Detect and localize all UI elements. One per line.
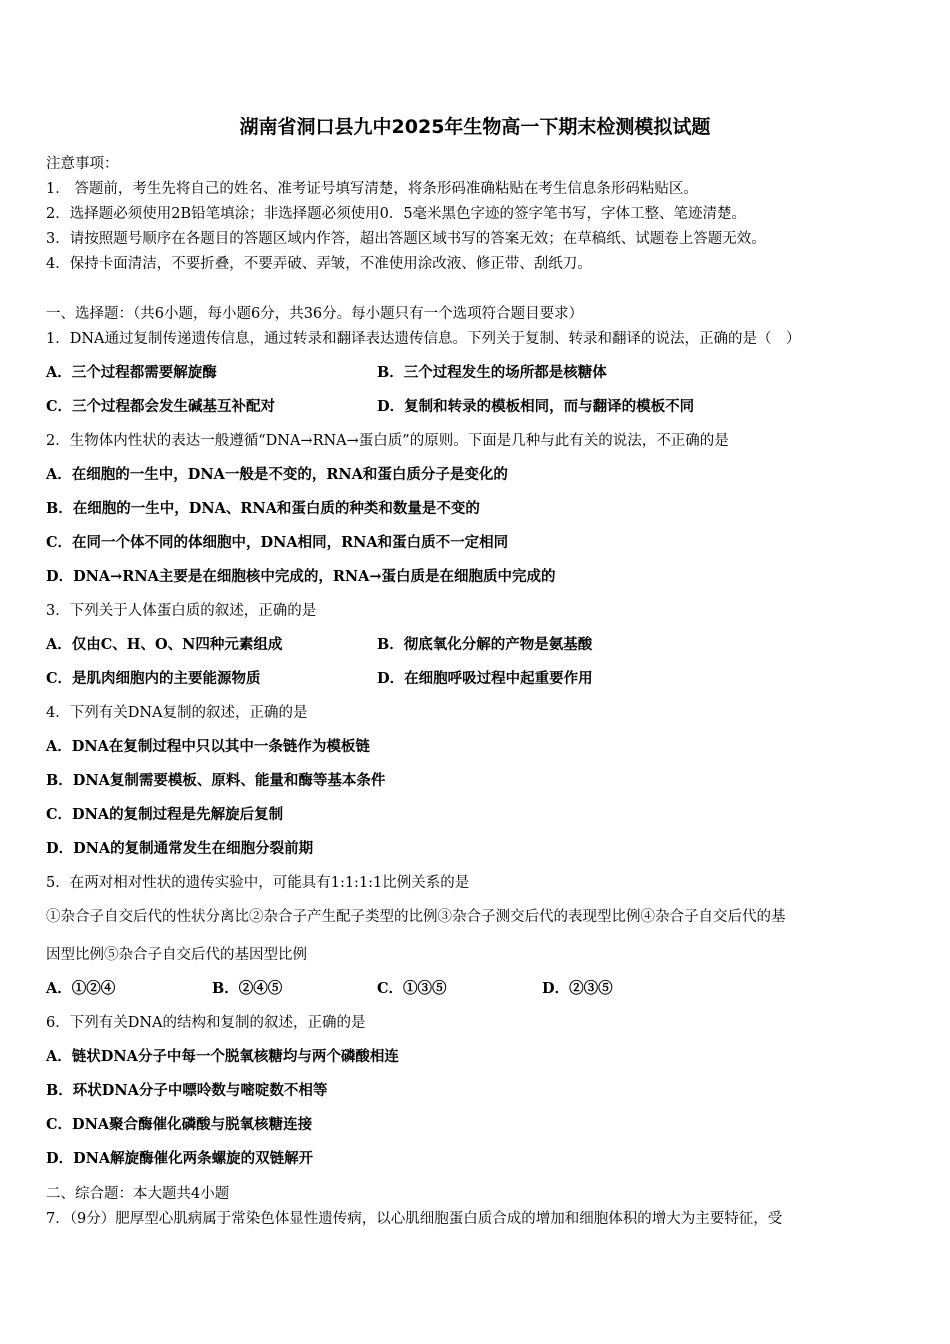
notice-item: 2．选择题必须使用2B铅笔填涂；非选择题必须使用0．5毫米黑色字迹的签字笔书写，字体工整、笔迹清楚。 xyxy=(46,206,747,222)
option-d: D．DNA解旋酶催化两条螺旋的双链解开 xyxy=(46,1150,314,1167)
option-d: D．DNA→RNA主要是在细胞核中完成的，RNA→蛋白质是在细胞质中完成的 xyxy=(46,568,556,585)
option-a: A．①②④ xyxy=(46,980,116,997)
question-stem: 1．DNA通过复制传递遗传信息，通过转录和翻译表达遗传信息。下列关于复制、转录和翻译的说法，正确的是（ ） xyxy=(46,331,801,347)
option-d: D．在细胞呼吸过程中起重要作用 xyxy=(377,670,593,687)
question-stem: 2．生物体内性状的表达一般遵循“DNA→RNA→蛋白质”的原则。下面是几种与此有关的说法，不正确的是 xyxy=(46,433,729,449)
question-stem: 3．下列关于人体蛋白质的叙述，正确的是 xyxy=(46,603,317,619)
page-title: 湖南省洞口县九中2025年生物高一下期末检测模拟试题 xyxy=(239,116,711,138)
notice-heading: 注意事项： xyxy=(46,156,119,172)
option-b: B．环状DNA分子中嘌呤数与嘧啶数不相等 xyxy=(46,1082,328,1099)
option-d: D．②③⑤ xyxy=(542,980,613,997)
question-detail: 因型比例⑤杂合子自交后代的基因型比例 xyxy=(46,947,307,963)
notice-item: 1． 答题前，考生先将自己的姓名、准考证号填写清楚，将条形码准确粘贴在考生信息条形码粘贴区。 xyxy=(46,181,698,197)
option-b: B．在细胞的一生中，DNA、RNA和蛋白质的种类和数量是不变的 xyxy=(46,500,480,517)
notice-item: 3．请按照题号顺序在各题目的答题区域内作答，超出答题区域书写的答案无效；在草稿纸、试题卷上答题无效。 xyxy=(46,231,766,247)
option-a: A．DNA在复制过程中只以其中一条链作为模板链 xyxy=(46,738,370,755)
option-b: B．②④⑤ xyxy=(212,980,283,997)
question-detail: ①杂合子自交后代的性状分离比②杂合子产生配子类型的比例③杂合子测交后代的表现型比例④杂合子自交后代的基 xyxy=(46,909,786,925)
section-heading: 二、综合题：本大题共4小题 xyxy=(46,1186,230,1202)
option-a: A．链状DNA分子中每一个脱氧核糖均与两个磷酸相连 xyxy=(46,1048,399,1065)
question-stem: 4．下列有关DNA复制的叙述，正确的是 xyxy=(46,705,308,721)
option-d: D．DNA的复制通常发生在细胞分裂前期 xyxy=(46,840,314,857)
question-stem: 6．下列有关DNA的结构和复制的叙述，正确的是 xyxy=(46,1015,366,1031)
option-a: A．三个过程都需要解旋酶 xyxy=(46,364,217,381)
section-heading: 一、选择题：（共6小题，每小题6分，共36分。每小题只有一个选项符合题目要求） xyxy=(46,306,584,322)
option-b: B．DNA复制需要模板、原料、能量和酶等基本条件 xyxy=(46,772,386,789)
option-c: C．是肌肉细胞内的主要能源物质 xyxy=(46,670,261,687)
option-c: C．在同一个体不同的体细胞中，DNA相同，RNA和蛋白质不一定相同 xyxy=(46,534,509,551)
option-c: C．DNA聚合酶催化磷酸与脱氧核糖连接 xyxy=(46,1116,313,1133)
option-d: D．复制和转录的模板相同，而与翻译的模板不同 xyxy=(377,398,695,415)
option-c: C．①③⑤ xyxy=(377,980,447,997)
option-a: A．在细胞的一生中，DNA一般是不变的，RNA和蛋白质分子是变化的 xyxy=(46,466,508,483)
option-a: A．仅由C、H、O、N四种元素组成 xyxy=(46,636,283,653)
option-c: C．三个过程都会发生碱基互补配对 xyxy=(46,398,276,415)
option-c: C．DNA的复制过程是先解旋后复制 xyxy=(46,806,284,823)
notice-item: 4．保持卡面清洁，不要折叠，不要弄破、弄皱，不准使用涂改液、修正带、刮纸刀。 xyxy=(46,256,592,272)
option-b: B．三个过程发生的场所都是核糖体 xyxy=(377,364,607,381)
question-stem: 7．（9分）肥厚型心肌病属于常染色体显性遗传病，以心肌细胞蛋白质合成的增加和细胞体积的增大为主要特征，受 xyxy=(46,1211,783,1227)
option-b: B．彻底氧化分解的产物是氨基酸 xyxy=(377,636,593,653)
question-stem: 5．在两对相对性状的遗传实验中，可能具有1:1:1:1比例关系的是 xyxy=(46,875,470,891)
